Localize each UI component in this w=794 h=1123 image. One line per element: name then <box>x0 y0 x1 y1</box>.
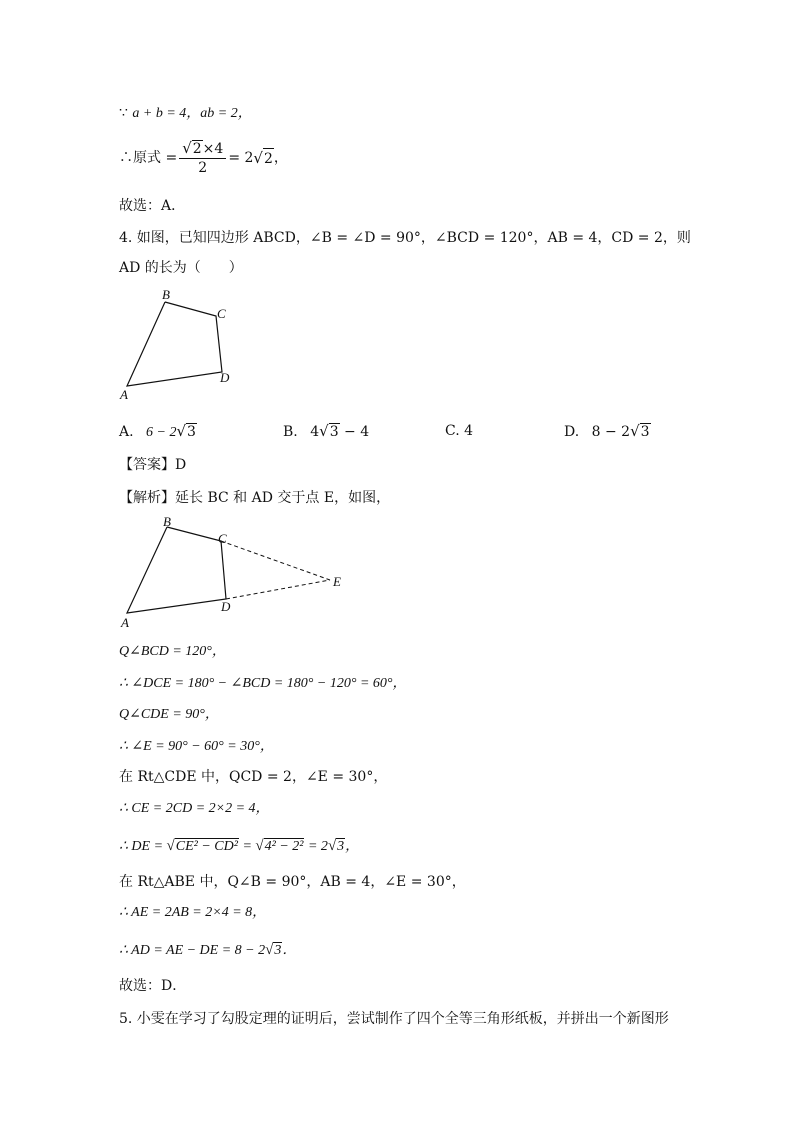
reason-line-2: ∴原式 = $\frac{√2\times 4}{2}$ = 2 √ 2 ， <box>119 139 288 176</box>
question-4-line-2: AD 的长为（ ） <box>119 260 243 276</box>
label-a: A <box>120 387 128 402</box>
step-2: ∴ ∠DCE = 180° − ∠BCD = 180° − 120° = 60°， <box>119 676 407 691</box>
choose-d-line: 故选：D． <box>119 978 187 994</box>
step-6: ∴ CE = 2CD = 2×2 = 4， <box>119 801 270 816</box>
sqrt-icon: √ <box>319 422 329 440</box>
question-4-line-1: 4. 如图，已知四边形 ABCD，∠B = ∠D = 90°，∠BCD = 120°，AB = 4，CD = 2，则 <box>119 230 691 246</box>
sqrt-icon: √ <box>327 838 337 854</box>
choose-a-line: 故选：A． <box>119 198 186 214</box>
option-b: B. 4√3 − 4 <box>283 422 370 440</box>
fraction-numerator: √2×4 <box>179 139 226 159</box>
quadrilateral-outline <box>127 302 222 386</box>
fraction <box>179 139 226 177</box>
sqrt-icon: √ <box>182 139 192 157</box>
condition-text: a + b = 4，ab = 2， <box>132 106 252 121</box>
fraction-denominator: 2 <box>198 160 208 176</box>
question-5-line: 5. 小雯在学习了勾股定理的证明后，尝试制作了四个全等三角形纸板，并拼出一个新图形 <box>119 1011 669 1027</box>
sqrt-icon: √ <box>255 838 264 854</box>
analysis-line: 【解析】延长 BC 和 AD 交于点 E，如图， <box>119 490 391 506</box>
result-radicand: 2 <box>263 148 274 169</box>
label-e: E <box>333 574 341 589</box>
label-c: C <box>217 306 226 321</box>
answer-line: 【答案】D <box>119 457 187 473</box>
original-expression-label: ∴原式 = <box>119 150 178 166</box>
step-5: 在 Rt△CDE 中，QCD = 2，∠E = 30°， <box>119 769 388 785</box>
because-symbol: ∵ <box>119 105 128 121</box>
step-10: ∴ AD = AE − DE = 8 − 2√3． <box>119 942 297 958</box>
quadrilateral-figure <box>115 285 245 405</box>
option-a: A. 6 − 2√3 <box>119 422 196 440</box>
step-8: 在 Rt△ABE 中，Q∠B = 90°，AB = 4，∠E = 30°， <box>119 874 466 890</box>
label-a: A <box>121 615 129 630</box>
label-b: B <box>163 514 171 529</box>
step-1: Q∠BCD = 120°， <box>119 644 226 659</box>
sqrt-icon: √ <box>253 149 263 167</box>
extended-figure <box>115 512 355 632</box>
quadrilateral-outline <box>127 527 226 613</box>
result-eq: = 2 <box>228 150 254 166</box>
label-b: B <box>162 287 170 302</box>
label-d: D <box>221 599 231 614</box>
dashed-extension-ad <box>226 580 330 599</box>
sqrt-icon: √ <box>265 942 274 958</box>
option-d: D. 8 − 2√3 <box>564 422 650 440</box>
step-7: ∴ DE = √CE² − CD² = √4² − 2² = 2√3， <box>119 838 360 854</box>
option-c: C. 4 <box>445 423 474 439</box>
sqrt-icon: √ <box>176 422 187 440</box>
label-d: D <box>220 370 230 385</box>
dashed-extension-bc <box>221 541 330 580</box>
step-3: Q∠CDE = 90°， <box>119 707 219 722</box>
reason-line-1 <box>119 103 252 124</box>
label-c: C <box>218 531 227 546</box>
step-4: ∴ ∠E = 90° − 60° = 30°， <box>119 739 274 754</box>
sqrt-icon: √ <box>166 838 175 854</box>
sqrt-icon: √ <box>630 422 640 440</box>
step-9: ∴ AE = 2AB = 2×4 = 8， <box>119 905 267 920</box>
